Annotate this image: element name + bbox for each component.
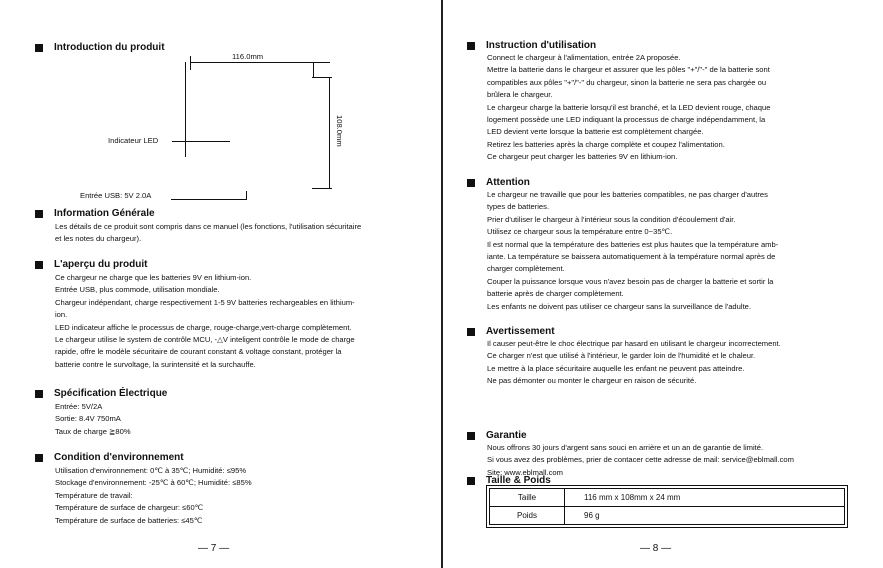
- bullet-square-icon: [467, 328, 475, 336]
- outline-line: [185, 62, 186, 157]
- bullet-square-icon: [35, 261, 43, 269]
- bullet-square-icon: [35, 390, 43, 398]
- section-warning: [467, 325, 781, 388]
- section-heading: Condition d'environnement: [35, 451, 252, 464]
- bullet-square-icon: [467, 42, 475, 50]
- text-line: types de batteries.: [487, 202, 550, 212]
- text-line: ion.: [55, 310, 68, 320]
- text-line: Température de travail:: [55, 490, 133, 500]
- text-line: Chargeur indépendant, charge respectivement 1-5 9V batteries rechargeables en lithium-: [55, 297, 355, 307]
- text-line: LED devient verte lorsque la batterie est complètement chargée.: [487, 127, 704, 137]
- usb-input-label: Entrée USB: 5V 2.0A: [80, 191, 152, 200]
- text-line: Connect le chargeur à l'alimentation, entrée 2A proposée.: [487, 53, 681, 62]
- text-line: batterie après de charger complètement.: [487, 289, 624, 299]
- section-attention: [467, 176, 778, 313]
- text-line: et les notes du chargeur).: [55, 234, 142, 244]
- bullet-square-icon: [35, 454, 43, 462]
- table-cell-value: 96 g: [565, 507, 845, 525]
- section-intro: [35, 41, 165, 54]
- section-heading: Instruction d'utilisation: [467, 39, 770, 52]
- text-line: Couper la puissance lorsque vous n'avez besoin pas de charger la batterie et sortir la: [487, 276, 774, 286]
- section-warranty: [467, 429, 794, 479]
- led-pointer-line: [172, 141, 230, 142]
- text-line: Entrée USB, plus commode, utilisation mondiale.: [55, 285, 220, 295]
- table-row: [490, 507, 845, 525]
- text-line: logement possède une LED indiquant la processus de charge indépendamment, la: [487, 115, 766, 125]
- section-heading: L'aperçu du produit: [35, 258, 355, 271]
- dimension-tick: [190, 56, 191, 70]
- outline-line: [313, 62, 314, 78]
- section-heading: Avertissement: [467, 325, 781, 338]
- text-line: Le chargeur ne travaille que pour les batteries compatibles, ne pas charger d'autres: [487, 190, 768, 199]
- text-line: Ce chargeur peut charger les batteries 9V en lithium-ion.: [487, 152, 678, 162]
- text-line: Ce charger n'est que utilisé à l'intérieur, le garder loin de l'humidité et le chaleur.: [487, 351, 756, 361]
- text-line: Entrée: 5V/2A: [55, 402, 103, 411]
- text-line: batterie contre le survoltage, la surintensité et la surchauffe.: [55, 359, 256, 369]
- section-heading: Introduction du produit: [35, 41, 165, 54]
- section-size-weight: [467, 474, 551, 487]
- text-line: Si vous avez des problèmes, prier de contacer cette adresse de mail: service@eblmall.com: [487, 455, 794, 465]
- dimension-width-label: 116.0mm: [232, 52, 264, 61]
- text-line: rapide, offre le modèle sécuritaire de courant constant & voltage constant, protéger la: [55, 347, 342, 357]
- bullet-square-icon: [35, 210, 43, 218]
- text-line: Température de surface de batteries: ≤45℃: [55, 515, 203, 525]
- dimension-height-label: 108.0mm: [335, 115, 344, 147]
- text-line: Le chargeur utilise le system de contrôle MCU, -△V inteligent contrôle le mode de charge: [55, 335, 355, 345]
- text-line: Utilisation d'environnement: 0℃ à 35℃; Humidité: ≤95%: [55, 466, 247, 475]
- bullet-square-icon: [467, 179, 475, 187]
- text-line: Le chargeur charge la batterie lorsqu'il est branché, et la LED devient rouge, chaque: [487, 102, 771, 112]
- text-line: Mettre la batterie dans le chargeur et assurer que les pôles "+"/"-" de la batterie sont: [487, 65, 770, 75]
- text-line: Le mettre à la place sécuritaire auquelle les enfant ne peuvent pas atteindre.: [487, 363, 745, 373]
- bullet-square-icon: [467, 477, 475, 485]
- table-cell-label: Poids: [490, 507, 565, 525]
- text-line: Prier d'utiliser le chargeur à l'intérieur sous la condition d'écoulement d'air.: [487, 214, 736, 224]
- section-instructions: [467, 39, 770, 164]
- section-heading: Garantie: [467, 429, 794, 442]
- page-left: [0, 0, 441, 568]
- section-heading: Information Générale: [35, 207, 361, 220]
- text-line: Sortie: 8.4V 750mA: [55, 414, 121, 424]
- text-line: Site: www.eblmall.com: [487, 467, 563, 477]
- text-line: Température de surface de chargeur: ≤60℃: [55, 503, 204, 513]
- table-cell-label: Taille: [490, 489, 565, 507]
- section-heading: Taille & Poids: [467, 474, 551, 487]
- table-row: [490, 489, 845, 507]
- page-number: — 8 —: [640, 543, 672, 554]
- page-right: [443, 0, 883, 568]
- text-line: Taux de charge ≧80%: [55, 426, 131, 436]
- section-heading: Spécification Électrique: [35, 387, 167, 400]
- section-environment: [35, 451, 252, 527]
- text-line: Les enfants ne doivent pas utiliser ce chargeur sans la surveillance de l'adulte.: [487, 301, 752, 311]
- section-electrical-spec: [35, 387, 167, 438]
- usb-pointer-line: [171, 199, 247, 200]
- table-cell-value: 116 mm x 108mm x 24 mm: [565, 489, 845, 507]
- text-line: charger complètement.: [487, 264, 565, 274]
- text-line: compatibles aux pôles "+"/"-" du chargeur, sinon la batterie ne sera pas chargée ou: [487, 77, 767, 87]
- text-line: LED indicateur affiche le processus de charge, rouge-charge,vert-charge complètement.: [55, 322, 352, 332]
- text-line: Les détails de ce produit sont compris dans ce manuel (les fonctions, l'utilisation sécuritaire: [55, 222, 362, 231]
- text-line: Il est normal que la température des batteries est plus hautes que la température amb-: [487, 239, 779, 249]
- dimension-height-line: [329, 77, 330, 189]
- section-general: [35, 207, 361, 246]
- text-line: Stockage d'environnement: -25℃ à 60℃; Humidité: ≤85%: [55, 478, 252, 488]
- bullet-square-icon: [467, 432, 475, 440]
- text-line: iante. La température se baissera automatiquement à la température normal après de: [487, 252, 776, 262]
- text-line: Nous offrons 30 jours d'argent sans souci en arrière et un an de garantie de limité.: [487, 443, 764, 452]
- text-line: Il causer peut-être le choc électrique par hasard en utilisant le chargeur incorrectement.: [487, 339, 781, 348]
- text-line: brûlera le chargeur.: [487, 90, 553, 100]
- text-line: Ce chargeur ne charge que les batteries 9V en lithium-ion.: [55, 273, 252, 282]
- dimension-tick: [312, 188, 332, 189]
- section-heading: Attention: [467, 176, 778, 189]
- section-overview: [35, 258, 355, 371]
- text-line: Ne pas démonter ou monter le chargeur en raison de sécurité.: [487, 376, 697, 386]
- text-line: Utilisez ce chargeur sous la température entre 0~35℃.: [487, 227, 673, 237]
- bullet-square-icon: [35, 44, 43, 52]
- page-number: — 7 —: [198, 543, 230, 554]
- led-indicator-label: Indicateur LED: [108, 136, 159, 145]
- dimension-width-line: [190, 62, 330, 63]
- usb-pointer-tick: [246, 191, 247, 200]
- size-weight-table: [489, 488, 845, 525]
- text-line: Retirez les batteries après la charge complète et coupez l'alimentation.: [487, 139, 725, 149]
